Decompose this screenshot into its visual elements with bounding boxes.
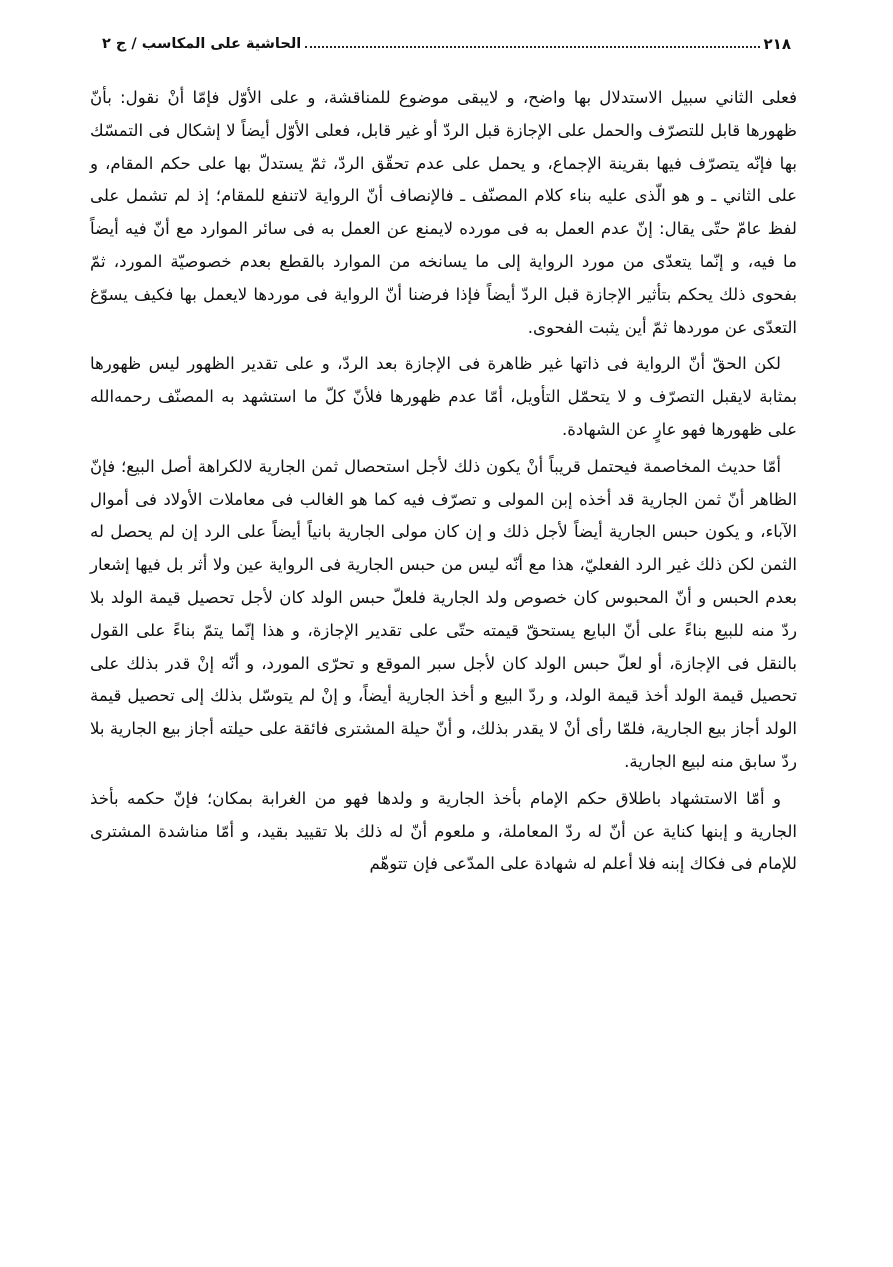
paragraph: و أمّا الاستشهاد باطلاق حكم الإمام بأخذ الجارية و ولدها فهو من الغرابة بمكان؛ فإنّ حكمه بأخذ الجارية و إبنها كناية عن أنّ له ردّ المعاملة، و ملعوم أنّ له ذلك بلا تقييد بقيد، و أمّا مناشدة المشترى للإمام فى فكاك إبنه فلا أعلم له شهادة على المدّعى فإن تتوهّم [90, 788, 797, 874]
book-title: الحاشية على المكاسب / ج ٢ [102, 36, 302, 52]
paragraph: أمّا حديث المخاصمة فيحتمل قريباً أنْ يكون ذلك لأجل استحصال ثمن الجارية لالكراهة أصل البيع؛ فإنّ الظاهر أنّ ثمن الجارية قد أخذه إبن المولى و تصرّف فيه كما هو الغالب فى معاملات الأولاد فى أموال الآباء، و يكون حبس الجارية أيضاً لأجل ذلك و إن كان مولى الجارية بانياً أيضاً على الرد إن لم يحصل له الثمن لكن ذلك غير الرد الفعليّ، هذا مع أنّه ليس من حبس الجارية فى الرواية عين ولا أثر بل فيها إشعار بعدم الحبس و أنّ المحبوس كان خصوص ولد الجارية فلعلّ حبس الولد كان لأجل تحصيل قيمة الولد بلا ردّ منه للبيع بناءً على أنّ البايع يستحقّ قيمته حتّى على تقدير الإجازة، و هذا إنّما يتمّ بناءً على القول بالنقل فى الإجازة، أو لعلّ حبس الولد كان لأجل سبر الموقع و تحرّى المورد، و أنّه إنْ قدر بذلك على تحصيل قيمة الولد أخذ قيمة الولد، و ردّ البيع و أخذ الجارية أيضاً، و إنْ لم يتوسّل بذلك إلى تحصيل قيمة الولد أجاز بيع الجارية، فلمّا رأى أنْ لا يقدر بذلك، و أنّ حيلة المشترى فائقة على حيلته أجاز بيع الجارية بلا ردّ سابق منه لبيع الجارية. [90, 456, 797, 771]
paragraph: فعلى الثاني سبيل الاستدلال بها واضح، و لايبقى موضوع للمناقشة، و على الأوّل فإمّا أنْ نقول: بأنّ ظهورها قابل للتصرّف والحمل على الإجازة قبل الردّ أو غير قابل، فعلى الأوّل أيضاً لا إشكال فى التمسّك بها فإنّه يتصرّف فيها بقرينة الإجماع، و يحمل على عدم تحقّق الردّ، ثمّ يستدلّ بها على حكم المقام، و على الثاني ـ و هو الّذى عليه بناء كلام المصنّف ـ فالإنصاف أنّ الرواية لاتنفع للمقام؛ إذ لم تشمل على لفظ عامّ حتّى يقال: إنّ عدم العمل به فى مورده لايمنع عن العمل به فى سائر الموارد مع أنّ فيه أيضاً ما فيه، و إنّما يتعدّى من مورد الرواية إلى ما يسانخه من الموارد بالقطع بعدم خصوصيّة المورد، ثمّ بفحوى ذلك يحكم بتأثير الإجازة قبل الردّ أيضاً فإذا فرضنا أنّ الرواية فى موردها لايعمل بها فكيف يسوّغ التعدّى عن موردها ثمّ أين يثبت الفحوى. [90, 88, 797, 337]
page-number: ٢١٨ [763, 35, 791, 53]
body-text [90, 82, 797, 885]
paragraph: لكن الحقّ أنّ الرواية فى ذاتها غير ظاهرة فى الإجازة بعد الردّ، و على تقدير الظهور ليس ظهورها بمثابة لايقبل التصرّف و لا يتحمّل التأويل، أمّا عدم ظهورها فلأنّ كلّ ما استشهد به المصنّف رحمه‌الله على ظهورها فهو عارٍ عن الشهادة. [90, 354, 797, 439]
header-dot-leader [305, 46, 759, 48]
running-header [96, 32, 797, 56]
